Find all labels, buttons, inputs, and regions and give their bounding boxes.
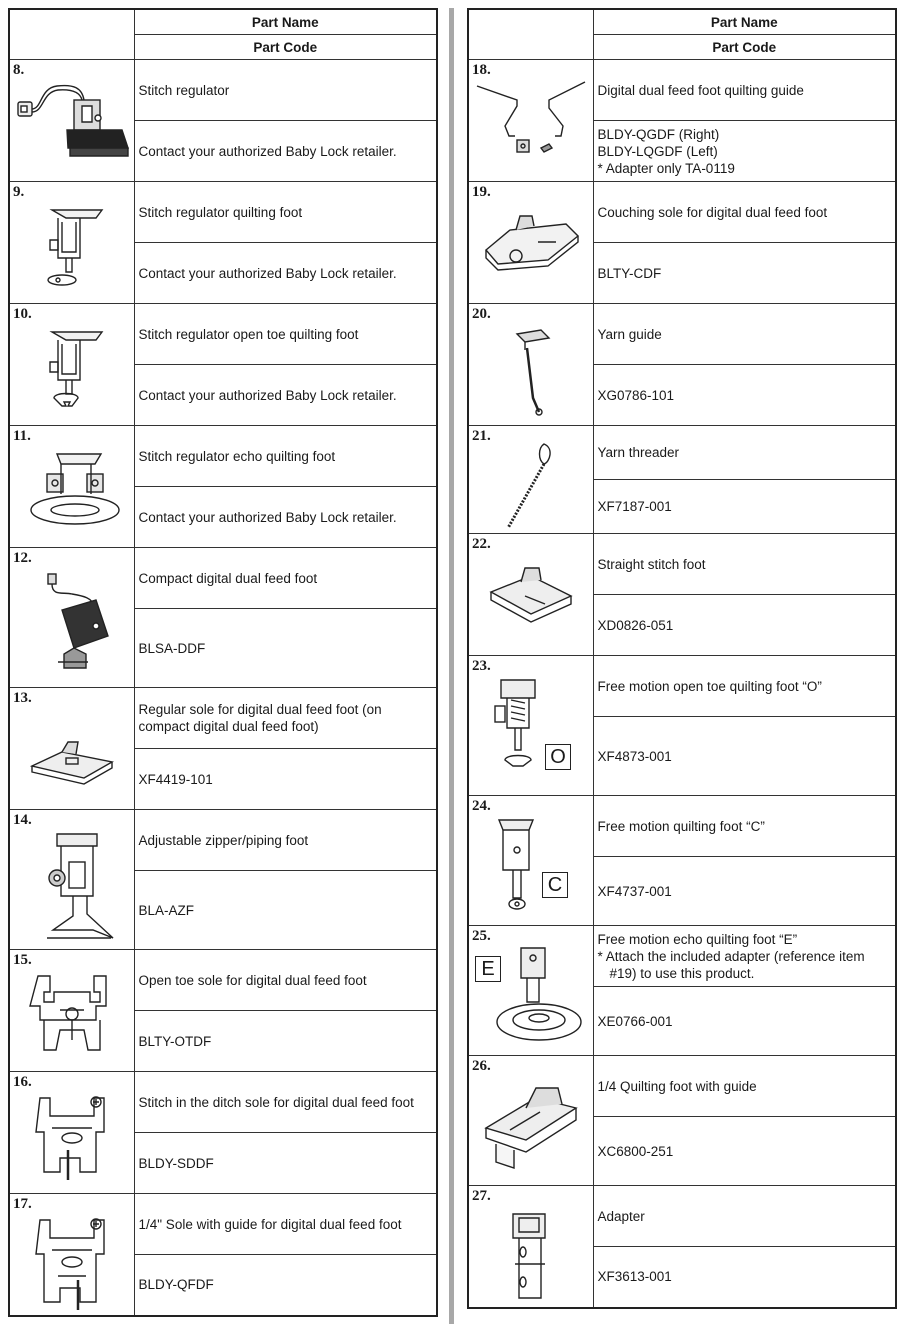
free-motion-open-toe-foot-icon xyxy=(469,656,593,795)
zipper-foot-icon xyxy=(10,810,134,949)
part-image-cell xyxy=(468,304,593,426)
part-name: Straight stitch foot xyxy=(593,534,896,595)
part-image-cell xyxy=(9,182,134,304)
item-number: 19. xyxy=(472,184,491,200)
part-code: BLA-AZF xyxy=(134,871,437,950)
part-name: Yarn guide xyxy=(593,304,896,365)
part-name: Stitch regulator echo quilting foot xyxy=(134,426,437,487)
part-image-cell xyxy=(9,688,134,810)
part-name: Adjustable zipper/piping foot xyxy=(134,810,437,871)
part-image-cell xyxy=(9,548,134,688)
part-name-text: Free motion echo quilting foot “E” xyxy=(597,931,798,947)
part-name: Stitch regulator open toe quilting foot xyxy=(134,304,437,365)
part-name: Digital dual feed foot quilting guide xyxy=(593,60,896,121)
part-image-cell xyxy=(468,656,593,796)
ditch-sole-icon xyxy=(10,1072,134,1193)
quilting-guide-icon xyxy=(469,60,593,181)
part-name: 1/4" Sole with guide for digital dual feed foot xyxy=(134,1194,437,1255)
item-number: 9. xyxy=(13,184,25,200)
open-toe-quilting-foot-icon xyxy=(10,304,134,425)
part-code: BLTY-CDF xyxy=(593,243,896,304)
header-blank xyxy=(9,9,134,60)
part-image-cell xyxy=(468,1056,593,1186)
part-name: Stitch in the ditch sole for digital dual feed foot xyxy=(134,1072,437,1133)
item-number: 24. xyxy=(472,798,491,814)
echo-quilting-foot-icon xyxy=(10,426,134,547)
item-number: 16. xyxy=(13,1074,32,1090)
item-number: 21. xyxy=(472,428,491,444)
part-code: XG0786-101 xyxy=(593,365,896,426)
straight-stitch-foot-icon xyxy=(469,534,593,655)
part-code: XF3613-001 xyxy=(593,1247,896,1308)
part-code: Contact your authorized Baby Lock retailer. xyxy=(134,243,437,304)
open-toe-sole-icon xyxy=(10,950,134,1071)
part-image-cell xyxy=(468,182,593,304)
part-image-cell xyxy=(9,426,134,548)
part-code: XE0766-001 xyxy=(593,987,896,1056)
item-number: 10. xyxy=(13,306,32,322)
part-name xyxy=(593,926,896,987)
item-number: 17. xyxy=(13,1196,32,1212)
part-name: Couching sole for digital dual feed foot xyxy=(593,182,896,243)
quarter-inch-sole-icon xyxy=(10,1194,134,1315)
item-number: 20. xyxy=(472,306,491,322)
part-name: Regular sole for digital dual feed foot (on compact digital dual feed foot) xyxy=(134,688,437,749)
part-code: Contact your authorized Baby Lock retailer. xyxy=(134,487,437,548)
part-code: Contact your authorized Baby Lock retailer. xyxy=(134,365,437,426)
free-motion-quilting-foot-icon xyxy=(469,796,593,925)
dual-feed-foot-icon xyxy=(10,548,134,687)
part-image-cell xyxy=(9,1072,134,1194)
header-part-code: Part Code xyxy=(593,35,896,60)
item-number: 8. xyxy=(13,62,25,78)
part-code: XF4419-101 xyxy=(134,749,437,810)
part-code: XF4873-001 xyxy=(593,717,896,796)
part-image-cell xyxy=(468,796,593,926)
parts-table-left xyxy=(8,8,438,1317)
item-number: 11. xyxy=(13,428,31,444)
part-image-cell xyxy=(9,304,134,426)
part-name: Yarn threader xyxy=(593,426,896,480)
part-image-cell xyxy=(9,810,134,950)
parts-table-right xyxy=(467,8,897,1309)
part-name: Compact digital dual feed foot xyxy=(134,548,437,609)
header-part-name: Part Name xyxy=(593,9,896,35)
item-number: 25. xyxy=(472,928,491,944)
foot-label-c: C xyxy=(542,872,568,898)
part-code xyxy=(593,121,896,182)
yarn-threader-icon xyxy=(469,426,593,533)
part-code: BLDY-SDDF xyxy=(134,1133,437,1194)
part-code: XD0826-051 xyxy=(593,595,896,656)
part-code-note: * Adapter only TA-0119 xyxy=(597,160,735,176)
foot-label-e: E xyxy=(475,956,501,982)
couching-sole-icon xyxy=(469,182,593,303)
item-number: 14. xyxy=(13,812,32,828)
stitch-regulator-icon xyxy=(10,60,134,181)
regular-sole-icon xyxy=(10,688,134,809)
item-number: 13. xyxy=(13,690,32,706)
part-name: Stitch regulator xyxy=(134,60,437,121)
item-number: 18. xyxy=(472,62,491,78)
part-code-right: BLDY-QGDF (Right) xyxy=(597,126,720,142)
free-motion-echo-foot-icon xyxy=(469,926,593,1055)
item-number: 22. xyxy=(472,536,491,552)
item-number: 15. xyxy=(13,952,32,968)
part-name: Open toe sole for digital dual feed foot xyxy=(134,950,437,1011)
part-code: XF4737-001 xyxy=(593,857,896,926)
part-code: BLSA-DDF xyxy=(134,609,437,688)
column-divider xyxy=(449,8,454,1324)
part-image-cell xyxy=(468,60,593,182)
quilting-foot-icon xyxy=(10,182,134,303)
part-name: Free motion quilting foot “C” xyxy=(593,796,896,857)
part-image-cell xyxy=(9,950,134,1072)
part-image-cell xyxy=(468,426,593,534)
part-image-cell xyxy=(9,60,134,182)
part-name: Free motion open toe quilting foot “O” xyxy=(593,656,896,717)
header-part-name: Part Name xyxy=(134,9,437,35)
part-code: BLTY-OTDF xyxy=(134,1011,437,1072)
item-number: 23. xyxy=(472,658,491,674)
part-code: Contact your authorized Baby Lock retailer. xyxy=(134,121,437,182)
part-code: BLDY-QFDF xyxy=(134,1255,437,1316)
part-image-cell xyxy=(468,926,593,1056)
part-image-cell xyxy=(468,534,593,656)
item-number: 27. xyxy=(472,1188,491,1204)
part-name: 1/4 Quilting foot with guide xyxy=(593,1056,896,1117)
item-number: 12. xyxy=(13,550,32,566)
part-code-left: BLDY-LQGDF (Left) xyxy=(597,143,718,159)
part-image-cell xyxy=(468,1186,593,1308)
part-name: Stitch regulator quilting foot xyxy=(134,182,437,243)
part-name: Adapter xyxy=(593,1186,896,1247)
quarter-quilting-foot-icon xyxy=(469,1056,593,1185)
foot-label-o: O xyxy=(545,744,571,770)
item-number: 26. xyxy=(472,1058,491,1074)
yarn-guide-icon xyxy=(469,304,593,425)
part-code: XF7187-001 xyxy=(593,480,896,534)
adapter-icon xyxy=(469,1186,593,1307)
header-blank xyxy=(468,9,593,60)
part-image-cell xyxy=(9,1194,134,1316)
part-code: XC6800-251 xyxy=(593,1117,896,1186)
header-part-code: Part Code xyxy=(134,35,437,60)
part-name-note: * Attach the included adapter (reference item #19) to use this product. xyxy=(597,948,865,981)
